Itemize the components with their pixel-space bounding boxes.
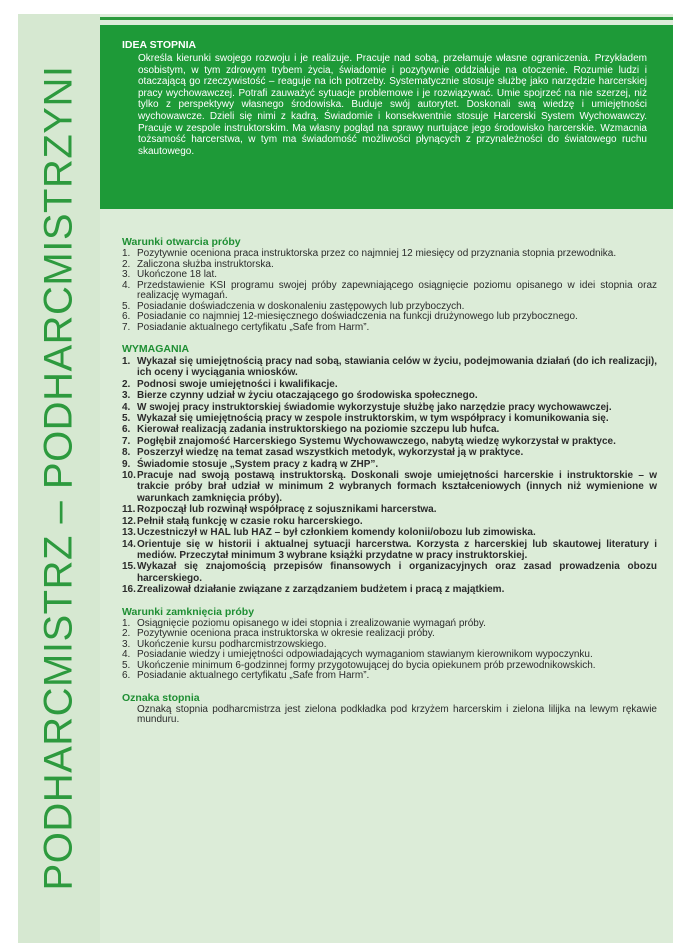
- list-item-number: 5.: [122, 300, 131, 312]
- list-item: [110, 561, 657, 584]
- list-item-text: Posiadanie doświadczenia w doskonaleniu zastępowych lub przyboczych.: [137, 300, 465, 312]
- list-item: [110, 671, 657, 682]
- list-item-text: Zaliczona służba instruktorska.: [137, 258, 274, 270]
- list-item: [110, 356, 657, 379]
- list-item-text: Orientuje się w historii i aktualnej sytuacji harcerstwa. Korzysta z harcerskiej lub skautowej literatury i mediów. Przeczytał minimum 3 wybrane książki przydatne w pracy instruktorskiej.: [137, 538, 657, 561]
- list-item: [110, 390, 657, 401]
- list-item: [110, 504, 657, 515]
- list-item-text: Posiadanie aktualnego certyfikatu „Safe from Harm”.: [137, 321, 370, 333]
- badge-title: Oznaka stopnia: [122, 691, 200, 704]
- list-item-number: 4.: [122, 649, 131, 661]
- list-item: [110, 470, 657, 504]
- list-item-number: 4.: [122, 279, 131, 291]
- list-item-text: Wykazał się umiejętnością pracy nad sobą, stawiania celów w życiu, podejmowania działań (do ich realizacji), ich oceny i wyciągania wniosków.: [137, 356, 657, 379]
- closing-list: [110, 619, 657, 682]
- requirements-section: [110, 343, 657, 596]
- list-item-number: 1.: [122, 356, 131, 367]
- list-item: [110, 584, 657, 595]
- list-item-text: Pozytywnie oceniona praca instruktorska przez co najmniej 12 miesięcy od przyznania stopnia przewodnika.: [137, 248, 617, 259]
- list-item-number: 9.: [122, 458, 131, 470]
- list-item-text: Ukończenie kursu podharcmistrzowskiego.: [137, 638, 327, 650]
- list-item-text: Wykazał się znajomością przepisów finansowych i organizacyjnych oraz zasad prowadzenia obozu harcerskiego.: [137, 561, 657, 584]
- list-item-number: 10.: [122, 470, 136, 482]
- list-item-text: Ukończone 18 lat.: [137, 269, 218, 280]
- list-item: [110, 459, 657, 470]
- list-item-number: 7.: [122, 321, 131, 333]
- sections: [110, 236, 657, 726]
- opening-title: Warunki otwarcia próby: [122, 236, 241, 248]
- idea-title: IDEA STOPNIA: [122, 39, 197, 51]
- list-item-text: Wykazał się umiejętnością pracy w zespole instruktorskim, w tym współpracy i komunikowania się.: [137, 413, 609, 425]
- list-item-number: 4.: [122, 401, 131, 413]
- list-item: [110, 516, 657, 527]
- list-item-text: Posiadanie aktualnego certyfikatu „Safe from Harm”.: [137, 670, 370, 682]
- list-item-text: Ukończenie minimum 6-godzinnej formy przygotowującej do bycia opiekunem prób przewodnikowskich.: [137, 659, 596, 671]
- list-item-text: Posiadanie wiedzy i umiejętności odpowiadających wymaganiom stawianym kierownikom wypoczynku.: [137, 649, 593, 661]
- closing-section: [110, 606, 657, 682]
- opening-section: [110, 236, 657, 333]
- list-item: [110, 447, 657, 458]
- list-item-number: 6.: [122, 670, 131, 682]
- list-item-number: 15.: [122, 561, 136, 573]
- list-item-text: Pełnił stałą funkcję w czasie roku harcerskiego.: [137, 515, 363, 527]
- list-item: [110, 539, 657, 562]
- list-item-text: Świadomie stosuje „System pracy z kadrą w ZHP”.: [137, 458, 379, 470]
- list-item-number: 1.: [122, 248, 131, 259]
- top-green-rule: [100, 17, 673, 20]
- list-item-number: 5.: [122, 659, 131, 671]
- list-item: [110, 413, 657, 424]
- list-item-text: Bierze czynny udział w życiu otaczającego go środowiska społecznego.: [137, 390, 478, 402]
- list-item: [110, 424, 657, 435]
- list-item-number: 6.: [122, 311, 131, 322]
- list-item-number: 7.: [122, 435, 131, 447]
- list-item-text: Poszerzył wiedzę na temat zasad wszystkich metodyk, wykorzystał ją w praktyce.: [137, 447, 524, 459]
- list-item-text: Uczestniczył w HAL lub HAZ – był członkiem komendy kolonii/obozu lub zimowiska.: [137, 527, 536, 539]
- list-item-text: Zrealizował działanie związane z zarządzaniem budżetem i pracą z majątkiem.: [137, 584, 505, 596]
- list-item-number: 5.: [122, 413, 131, 425]
- idea-text: Określa kierunki swojego rozwoju i je realizuje. Pracuje nad sobą, przełamuje własne ograniczenia. Przykładem osobistym, w tym zdrowym trybem życia, świadomie i pozytywnie oddziałuje na otoczenie. Rozumie ludzi i otaczającą go rzeczywistość – reaguje na ich potrzeby. Systematycznie stosuje służbę jako narzędzie harcerskiej pracy wychowawczej. Potrafi zauważyć sytuacje problemowe i je rozwiązywać. Umie spojrzeć na nie szerzej, niż tylko z perspektywy własnego środowiska. Buduje swój autorytet. Doskonali swą wiedzę i umiejętności wychowawcze. Dzieli się nimi z kadrą. Świadomie i konsekwentnie stosuje Harcerski System Wychowawczy. Pracuje w zespole instruktorskim. Ma własny pogląd na sprawy nurtujące jego środowisko harcerskie. Wzmacnia tożsamość harcerstwa, w tym ma świadomość możliwości płynących z przynależności do światowego ruchu skautowego.: [138, 53, 647, 157]
- list-item-text: Pracuje nad swoją postawą instruktorską. Doskonali swoje umiejętności harcerskie i instruktorskie – w trakcie próby brał udział w minimum 2 wybranych formach kształceniowych (innych niż wymienione w warunkach zamknięcia próby).: [137, 470, 657, 504]
- list-item-text: Pozytywnie oceniona praca instruktorska w okresie realizacji próby.: [137, 628, 435, 640]
- vertical-title: PODHARCMISTRZ – PODHARCMISTRZYNI: [36, 65, 81, 891]
- requirements-list: [110, 356, 657, 596]
- list-item-number: 3.: [122, 269, 131, 280]
- list-item-number: 6.: [122, 424, 131, 436]
- requirements-title: WYMAGANIA: [122, 343, 190, 355]
- opening-list: [110, 249, 657, 333]
- list-item: [110, 379, 657, 390]
- list-item-text: Pogłębił znajomość Harcerskiego Systemu Wychowawczego, nabytą wiedzę wykorzystał w praktyce.: [137, 435, 616, 447]
- badge-text: Oznaką stopnia podharcmistrza jest zielona podkładka pod krzyżem harcerskim i zielona lilijka na lewym rękawie munduru.: [137, 703, 657, 726]
- closing-title: Warunki zamknięcia próby: [122, 605, 255, 618]
- list-item: [110, 323, 657, 334]
- list-item-text: Kierował realizacją zadania instruktorskiego na poziomie szczepu lub hufca.: [137, 424, 500, 436]
- list-item-text: W swojej pracy instruktorskiej świadomie wykorzystuje służbę jako narzędzie pracy wychowawczej.: [137, 401, 612, 413]
- idea-box: [100, 25, 673, 209]
- list-item-text: Podnosi swoje umiejętności i kwalifikacje.: [137, 378, 338, 390]
- list-item: [110, 436, 657, 447]
- list-item-number: 12.: [122, 515, 136, 527]
- list-item-text: Przedstawienie KSI programu swojej próby zapewniającego osiągnięcie poziomu opisanego w idei stopnia oraz realizację wymagań.: [137, 279, 657, 301]
- list-item: [110, 402, 657, 413]
- list-item-text: Posiadanie co najmniej 12-miesięcznego doświadczenia na funkcji drużynowego lub przybocznego.: [137, 311, 578, 322]
- list-item-number: 1.: [122, 617, 131, 629]
- list-item: [110, 527, 657, 538]
- list-item-number: 16.: [122, 584, 136, 596]
- list-item-number: 8.: [122, 447, 131, 459]
- list-item-number: 3.: [122, 638, 131, 650]
- list-item-number: 2.: [122, 258, 131, 270]
- list-item-number: 3.: [122, 390, 131, 402]
- list-item-number: 2.: [122, 628, 131, 640]
- list-item: [110, 281, 657, 302]
- list-item-text: Osiągnięcie poziomu opisanego w idei stopnia i zrealizowanie wymagań próby.: [137, 617, 486, 629]
- badge-section: [110, 692, 657, 726]
- list-item-number: 2.: [122, 378, 131, 390]
- list-item-number: 14.: [122, 538, 136, 550]
- list-item-number: 11.: [122, 504, 136, 516]
- list-item-text: Rozpoczął lub rozwinął współpracę z sojusznikami harcerstwa.: [137, 504, 437, 516]
- list-item-number: 13.: [122, 527, 136, 539]
